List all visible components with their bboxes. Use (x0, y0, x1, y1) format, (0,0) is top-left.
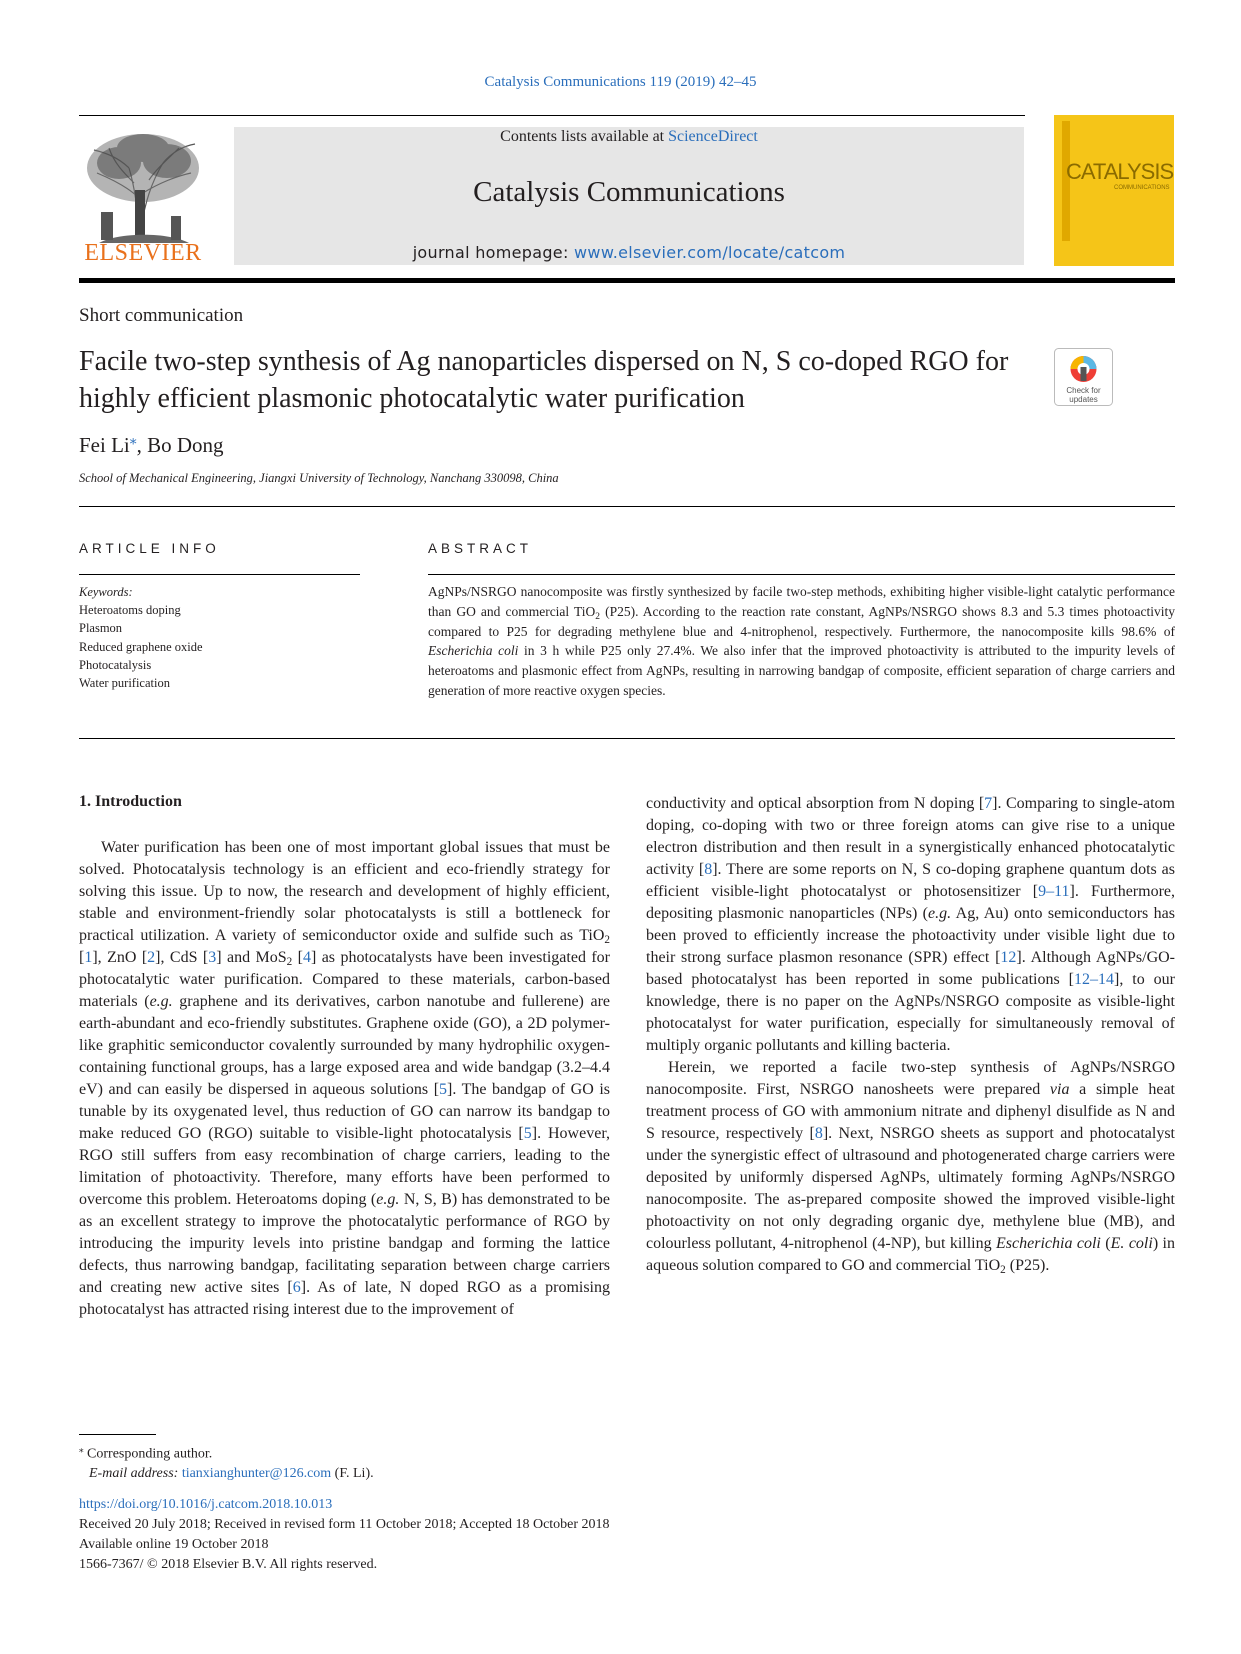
intro-paragraph: Water purification has been one of most important global issues that must be solved. Photocatalysis technology is an efficient and eco-friendly strategy for solving this issue. Up to now, the research and development of highly efficient, stable and environment-friendly solar photocatalysts is still a bottleneck for practical utilization. A variety of semiconductor oxide and sulfide such as TiO$_2$ [1], ZnO [2], CdS [3] and MoS$_2$ [4] as photocatalysts have been investigated for photocatalytic water purification. Compared to these materials, carbon-based materials (e.g. graphene and its derivatives, carbon nanotube and fullerene) are earth-abundant and eco-friendly substitutes. Graphene oxide (GO), a 2D polymer-like graphitic semiconductor covalently surrounded by many hydrophilic oxygen-containing functional groups, has a large exposed area and wide bandgap (3.2–4.4 eV) and can easily be dispersed in aqueous solutions [5]. The bandgap of GO is tunable by its oxygenated level, thus reduction of GO can narrow its bandgap to make reduced GO (RGO) suitable to visible-light photocatalysis [5]. However, RGO still suffers from easy recombination of charge carriers, leading to the limitation of photoactivity. Therefore, many efforts have been performed to overcome this problem. Heteroatoms doping (e.g. N, S, B) has demonstrated to be as an excellent strategy to improve the photocatalytic performance of RGO by introducing the impurity levels into pristine bandgap and forming the lattice defects, thus narrowing bandgap, facilitating separation between charge carriers and creating new active sites [6]. As of late, N doped RGO as a promising photocatalyst has attracted rising interest due to the improvement of (79, 839, 611, 1318)
corresponding-author-note: ⁎ Corresponding author. (79, 1444, 213, 1462)
publication-info (79, 1495, 610, 1575)
citation-link[interactable]: 2 (147, 949, 156, 966)
sciencedirect-link[interactable]: ScienceDirect (668, 128, 758, 145)
intro-paragraph: conductivity and optical absorption from N doping [7]. Comparing to single-atom doping, co-doping with two or three foreign atoms can give rise to a unique electron distribution and then result in a synergistically enhanced photocatalytic activity [8]. There are some reports on N, S co-doping graphene quantum dots as efficient visible-light photocatalyst or photosensitizer [9–11]. Furthermore, depositing plasmonic nanoparticles (NPs) (e.g. Ag, Au) onto semiconductors has been proved to efficiently increase the photoactivity under visible light due to their strong surface plasmon resonance (SPR) effect [12]. Although AgNPs/GO-based photocatalyst has been reported in some publications [12–14], to our knowledge, there is no paper on the AgNPs/NSRGO composite as visible-light photocatalyst for water purification, especially for simultaneously removal of multiply organic pollutants and killing bacteria. (646, 795, 1176, 1054)
article-info-rule (79, 574, 360, 575)
citation-link[interactable]: 8 (704, 861, 713, 878)
cover-subtitle: COMMUNICATIONS (1114, 185, 1170, 191)
homepage-prefix: journal homepage: (412, 243, 575, 262)
keyword: Water purification (79, 676, 170, 691)
available-online: Available online 19 October 2018 (79, 1537, 269, 1552)
journal-name: Catalysis Communications (473, 176, 785, 208)
crossmark-label: Check for updates (1066, 386, 1101, 404)
footnote-rule (79, 1434, 156, 1435)
contents-line (234, 128, 1024, 146)
citation-link[interactable]: 3 (208, 949, 217, 966)
article-type: Short communication (79, 305, 244, 326)
journal-cover[interactable] (1054, 115, 1174, 266)
citation-link[interactable]: 5 (439, 1081, 448, 1098)
email-line: E-mail address: tianxianghunter@126.com (F. Li). (89, 1466, 374, 1482)
abstract-end-rule (79, 738, 1175, 739)
keyword: Reduced graphene oxide (79, 639, 203, 654)
citation-link[interactable]: 9–11 (1038, 883, 1070, 900)
citation-link[interactable]: 5 (523, 1125, 532, 1142)
keyword: Plasmon (79, 621, 123, 636)
keyword: Heteroatoms doping (79, 603, 181, 618)
elsevier-logo-text: ELSEVIER (84, 240, 202, 266)
contents-prefix: Contents lists available at (500, 128, 669, 145)
section-heading-introduction: 1. Introduction (79, 793, 182, 810)
doi-link[interactable]: https://doi.org/10.1016/j.catcom.2018.10.013 (79, 1497, 333, 1512)
check-for-updates-badge[interactable] (1054, 348, 1113, 406)
affiliation-rule (79, 506, 1175, 507)
abstract-heading: ABSTRACT (428, 541, 533, 556)
author-bo-dong[interactable]: Bo Dong (147, 433, 224, 457)
corresponding-author-mark[interactable]: ⁎ (129, 432, 137, 447)
citation-link[interactable]: 8 (814, 1125, 823, 1142)
citation-link[interactable]: 12–14 (1073, 971, 1114, 988)
keywords-label: Keywords: (79, 585, 133, 599)
citation-link[interactable]: 1 (84, 949, 93, 966)
article-title: Facile two-step synthesis of Ag nanoparticles dispersed on N, S co-doped RGO for highly efficient plasmonic photocatalytic water purification (79, 346, 1009, 414)
copyright: 1566-7367/ © 2018 Elsevier B.V. All rights reserved. (79, 1557, 378, 1572)
author-separator: , (136, 433, 148, 457)
homepage-line (234, 243, 1024, 262)
keyword: Photocatalysis (79, 657, 152, 672)
body-left-column (79, 837, 610, 1321)
footnote (79, 1440, 374, 1484)
received-dates: Received 20 July 2018; Received in revised form 11 October 2018; Accepted 18 October 2018 (79, 1517, 610, 1532)
intro-paragraph: Herein, we reported a facile two-step synthesis of AgNPs/NSRGO nanocomposite. First, NSRGO nanosheets were prepared via a simple heat treatment process of GO with ammonium nitrate and diphenyl disulfide as N and S resource, respectively [8]. Next, NSRGO sheets as support and photocatalyst under the synergistic effect of ultrasound and photogenerated charge carriers were deposited by uniformly dispersed AgNPs, ultimately forming AgNPs/NSRGO nanocomposite. The as-prepared composite showed the improved visible-light photoactivity on not only degrading organic dye, methylene blue (MB), and colourless pollutant, 4-nitrophenol (4-NP), but killing Escherichia coli (E. coli) in aqueous solution compared to GO and commercial TiO$_2$ (P25). (646, 1059, 1176, 1276)
abstract-rule (428, 574, 1175, 575)
journal-reference[interactable]: Catalysis Communications 119 (2019) 42–45 (484, 74, 757, 90)
citation-link[interactable]: 12 (1000, 949, 1017, 966)
homepage-link[interactable]: www.elsevier.com/locate/catcom (574, 243, 846, 262)
cover-title: CATALYSIS (1066, 159, 1174, 184)
affiliation: School of Mechanical Engineering, Jiangxi University of Technology, Nanchang 330098, China (79, 471, 559, 485)
abstract-text: AgNPs/NSRGO nanocomposite was firstly synthesized by facile two-step methods, exhibiting higher visible-light catalytic performance than GO and commercial TiO$_2$ (P25). According to the reaction rate constant, AgNPs/NSRGO shows 8.3 and 5.3 times photoactivity compared to P25 for degrading methylene blue and 4-nitrophenol, respectively. Furthermore, the nanocomposite kills 98.6% of Escherichia coli in 3 h while P25 only 27.4%. We also infer that the improved photoactivity is attributed to the impurity levels of heteroatoms and plasmonic effect from AgNPs, resulting in narrowing bandgap of composite, efficient separation of charge carriers and generation of more reactive oxygen species. (428, 584, 1175, 698)
email-link[interactable]: tianxianghunter@126.com (181, 1466, 332, 1482)
keywords-block (79, 583, 203, 692)
citation-link[interactable]: 4 (302, 949, 311, 966)
citation-link[interactable]: 7 (984, 795, 993, 812)
article-info-heading: ARTICLE INFO (79, 541, 220, 556)
header-rule (79, 115, 1025, 116)
body-right-column (646, 793, 1175, 1277)
citation-link[interactable]: 6 (292, 1279, 301, 1296)
authors (79, 432, 224, 458)
masthead-rule (79, 278, 1175, 283)
author-fei-li[interactable]: Fei Li (79, 433, 130, 457)
